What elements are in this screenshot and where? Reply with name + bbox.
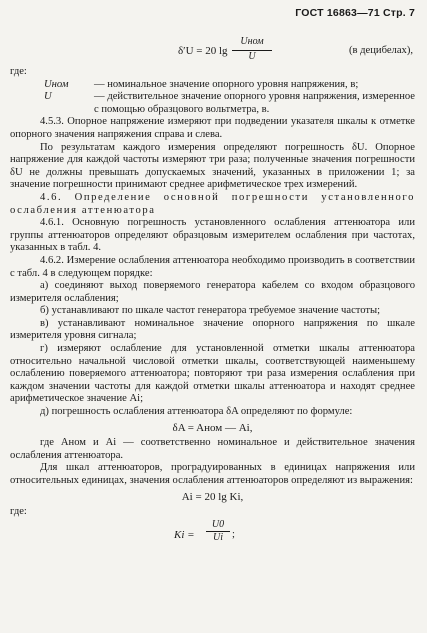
formula-delta-a: δA = Aном — Ai,	[172, 421, 253, 434]
fraction-denominator: Ui	[213, 532, 223, 544]
definition-a-nom-a-i: где Aном и Ai — соответственно номинальное и действительное значения ослабления аттенюатора.	[10, 437, 415, 461]
fraction-denominator: U	[248, 50, 256, 62]
definition-u-nom	[10, 79, 415, 92]
where-label-2: где:	[10, 506, 27, 518]
where-label: где:	[10, 66, 27, 77]
definition-text: — действительное значение опорного уровня напряжения, измеренное с помощью образцового вольтметра, в.	[94, 91, 415, 115]
formula-fraction	[206, 519, 230, 545]
formula-tail: ;	[232, 528, 235, 540]
paragraph-4-6-1: 4.6.1. Основную погрешность установленного ослабления аттенюатора или группы аттенюаторов определяют образцовым измерителем ослабления при частотах, указанных в табл. 4.	[10, 217, 415, 254]
fraction-numerator: U0	[206, 519, 230, 533]
definition-term: Uном	[44, 78, 69, 90]
paragraph-scales: Для шкал аттенюаторов, проградуированных в единицах напряжения или относительных единицах, значения ослабления аттенюаторов определяют из выражения:	[10, 462, 415, 486]
section-heading-4-6: 4.6. Определение основной погрешности установленного ослабления аттенюатора	[10, 191, 415, 216]
step-g: г) измеряют ослабление для установленной отметки шкалы аттенюатора относительно начальной числовой отметки шкалы, соответствующей наименьшему ослаблению поверяемого аттенюатора; повторяют три раза измерения ослабления при каждом значении частоты для каждой отметки шкалы аттенюатора и находят среднее арифметическое значение Ai;	[10, 343, 415, 405]
definition-term: U	[44, 91, 52, 103]
formula-lhs: δ′U = 20 lg	[178, 45, 228, 57]
step-b: б) устанавливают по шкале частот генератора требуемое значение частоты;	[40, 305, 381, 317]
fraction-numerator: Uном	[232, 36, 272, 51]
definition-text: — номинальное значение опорного уровня напряжения, в;	[94, 78, 359, 90]
step-d: д) погрешность ослабления аттенюатора δA определяют по формуле:	[40, 406, 353, 418]
formula-lhs: Ki =	[174, 528, 195, 541]
step-a: а) соединяют выход поверяемого генератора кабелем со входом образцового измерителя ослабления;	[10, 280, 415, 304]
paragraph-results: По результатам каждого измерения определяют погрешность δU. Опорное напряжение для каждой частоты измеряют три раза; полученные значения погрешности δU не должны превышать допускаемых значений, указанных в приложении 1; за значение погрешности принимают среднее арифметическое трех измерений.	[10, 141, 415, 191]
page-header: ГОСТ 16863—71 Стр. 7	[295, 7, 415, 19]
formula-fraction	[232, 36, 272, 63]
paragraph-4-5-3: 4.5.3. Опорное напряжение измеряют при подведении указателя шкалы к отметке опорного значения напряжения справа и слева.	[10, 116, 415, 140]
page-body	[10, 36, 415, 553]
formula-a-i: Ai = 20 lg Ki,	[181, 490, 244, 503]
paragraph-4-6-2: 4.6.2. Измерение ослабления аттенюатора необходимо производить в соответствии с табл. 4 в следующем порядке:	[10, 254, 415, 279]
formula-delta-u	[10, 36, 415, 66]
step-v: в) устанавливают номинальное значение опорного напряжения по шкале измерителя уровня сигнала;	[10, 317, 415, 342]
formula-k-i	[10, 519, 415, 553]
definition-u	[10, 91, 415, 116]
formula-unit: (в децибелах),	[348, 45, 413, 56]
